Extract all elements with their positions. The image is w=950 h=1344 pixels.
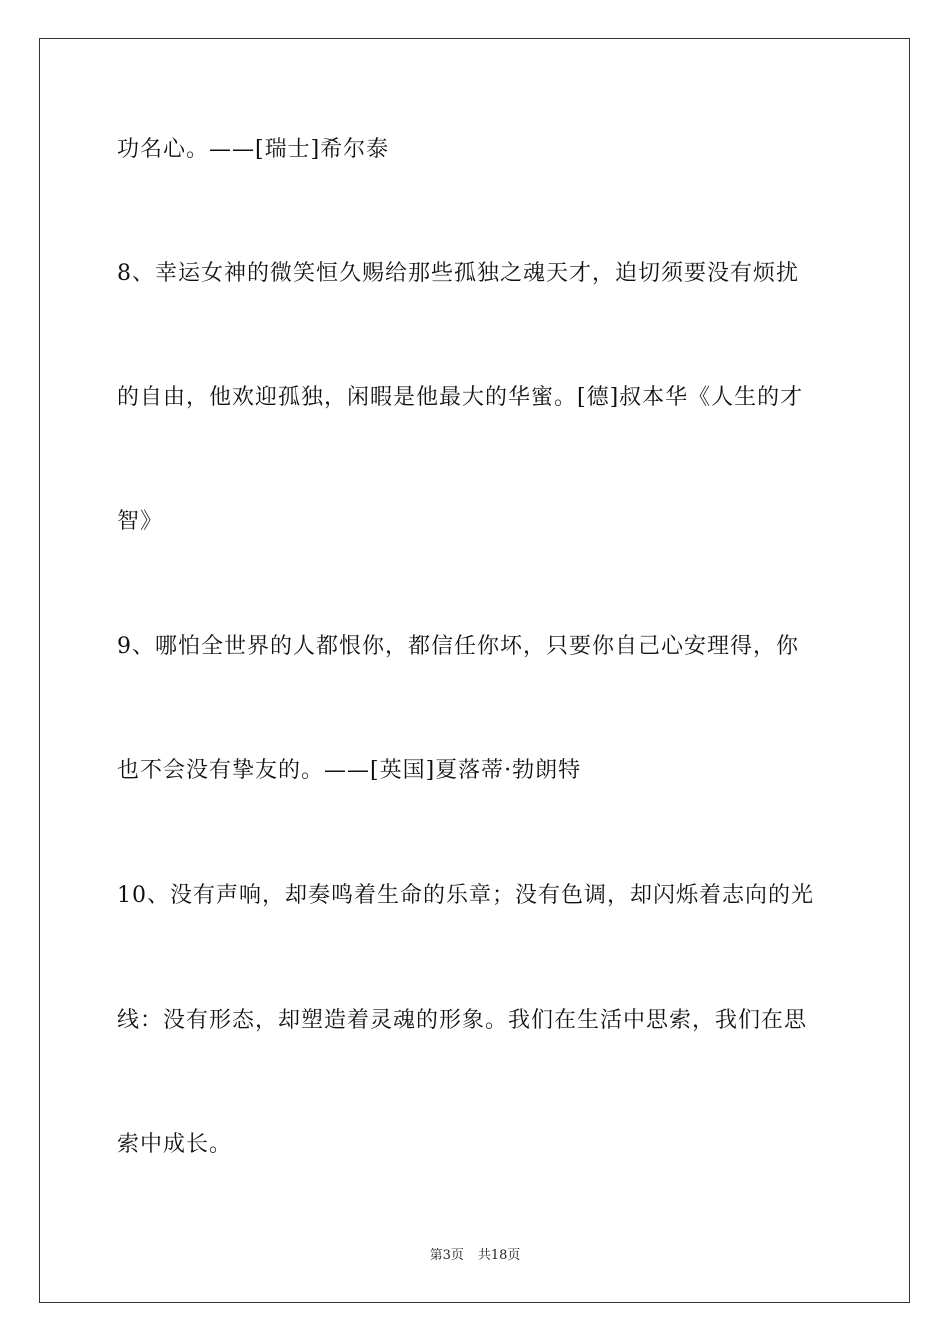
text-line: 索中成长。: [117, 1132, 233, 1157]
text-line: 10、没有声响，却奏鸣着生命的乐章；没有色调，却闪烁着志向的光: [117, 883, 814, 908]
page-number: 第3页: [429, 1248, 464, 1263]
text-line: 线：没有形态，却塑造着灵魂的形象。我们在生活中思索，我们在思: [117, 1008, 808, 1033]
text-line: 9、哪怕全世界的人都恨你，都信任你坏，只要你自己心安理得，你: [117, 634, 799, 659]
page-footer: [0, 1247, 950, 1265]
page-total: 共18页: [477, 1248, 521, 1263]
text-line: 也不会没有挚友的。——[英国]夏落蒂·勃朗特: [117, 758, 582, 783]
text-line: 智》: [117, 509, 164, 534]
text-line: 功名心。——[瑞士]希尔泰: [117, 137, 390, 162]
text-line: 的自由，他欢迎孤独，闲暇是他最大的华蜜。[德]叔本华《人生的才: [117, 385, 804, 410]
text-line: 8、幸运女神的微笑恒久赐给那些孤独之魂天才，迫切须要没有烦扰: [117, 261, 799, 286]
page-border: [39, 38, 910, 1303]
